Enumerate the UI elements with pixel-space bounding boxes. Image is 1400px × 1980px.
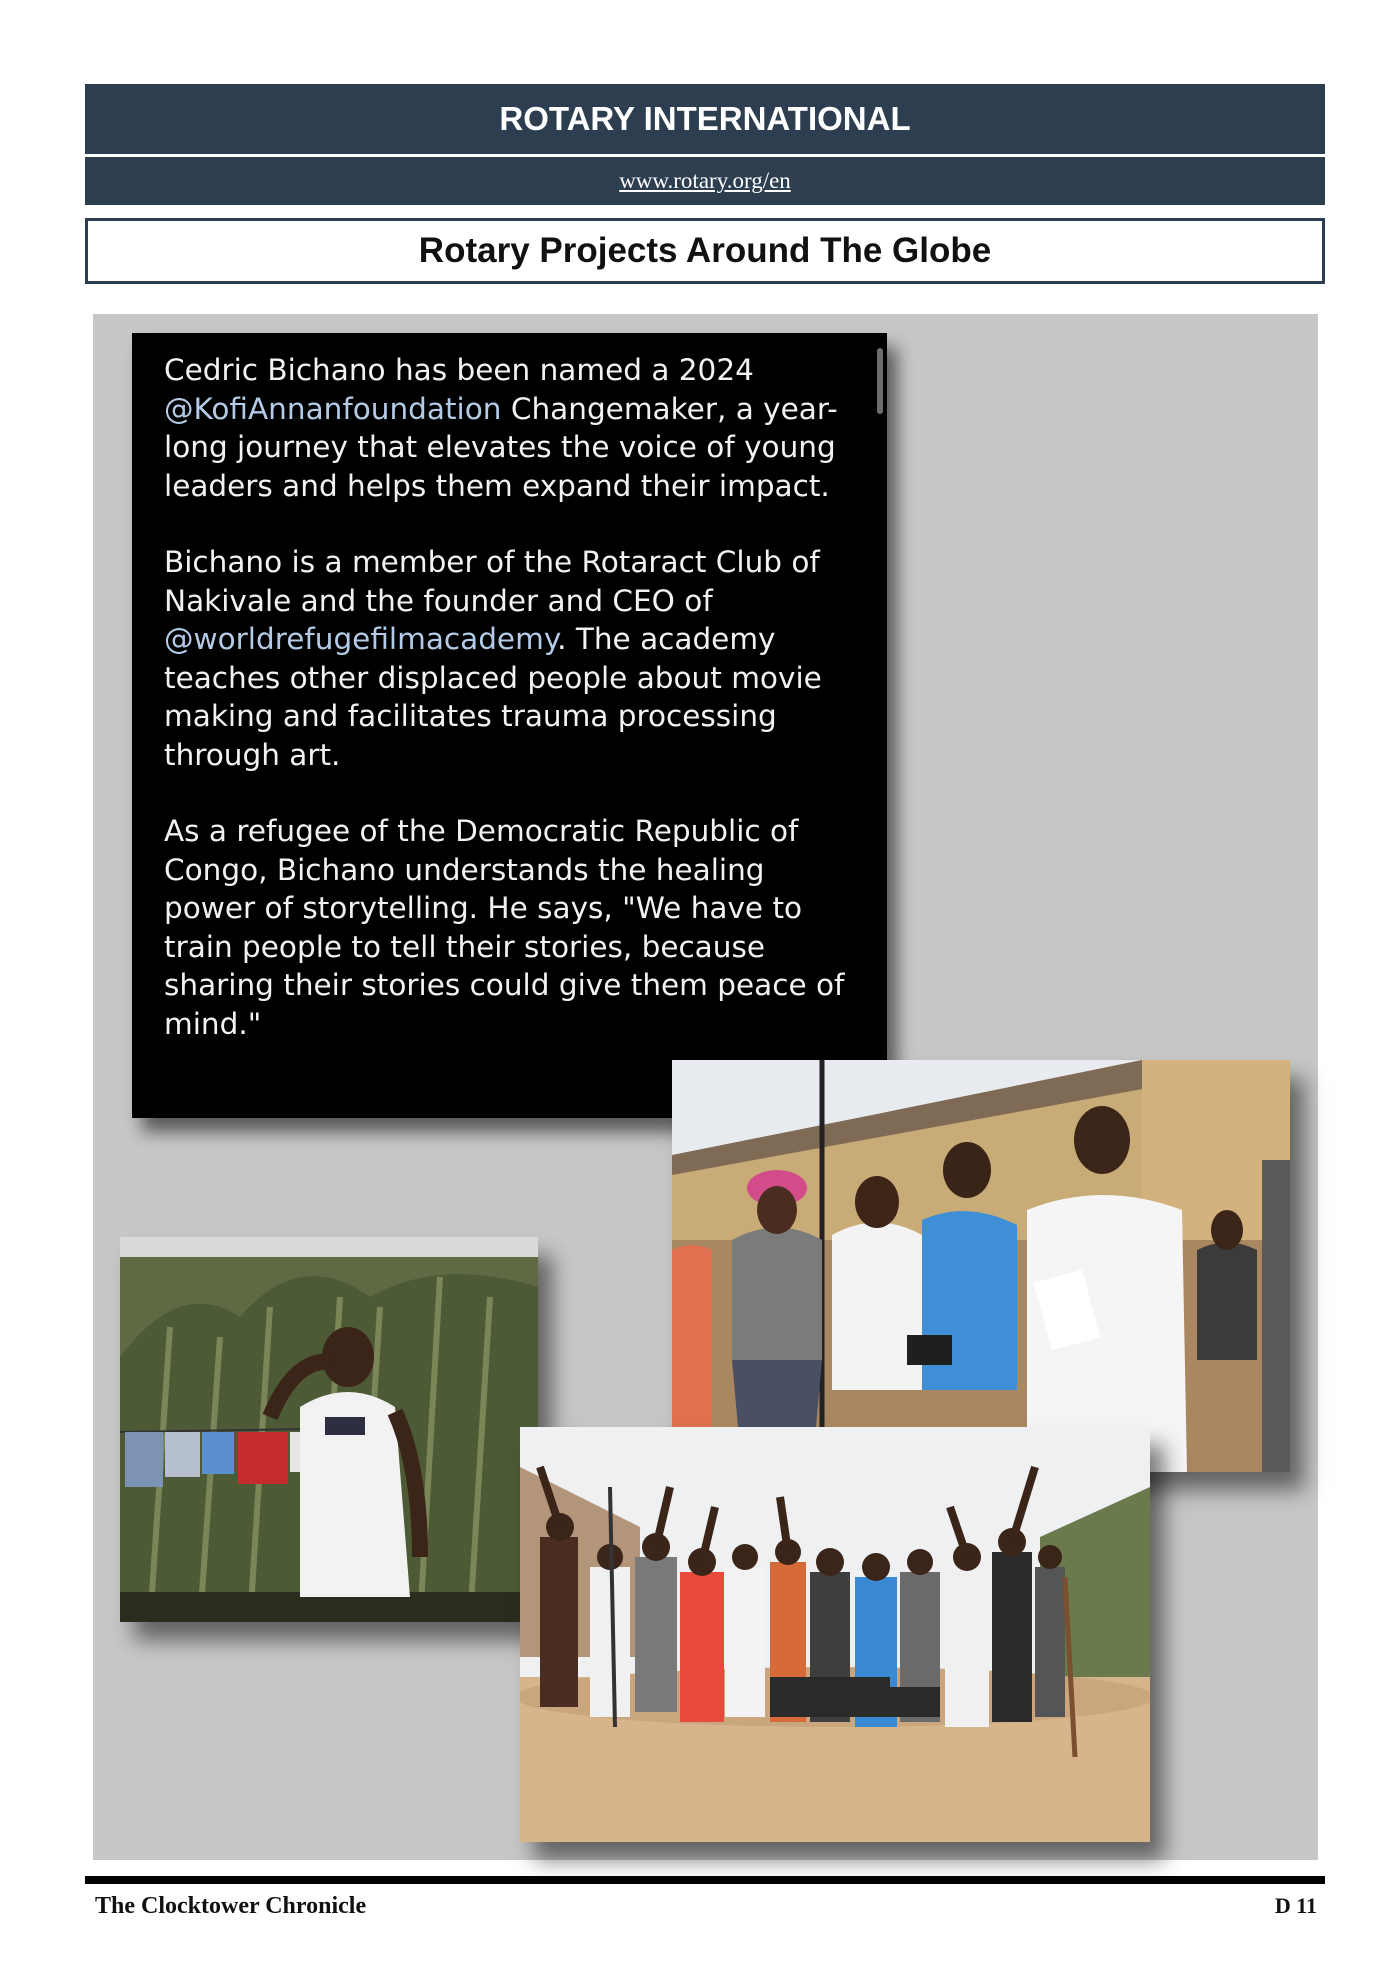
masthead-title: ROTARY INTERNATIONAL — [85, 84, 1325, 154]
photo-cedric-portrait — [120, 1237, 538, 1622]
section-title: Rotary Projects Around The Globe — [85, 218, 1325, 284]
post-scrollbar — [877, 348, 883, 414]
masthead-url-bar — [85, 157, 1325, 205]
kofi-annan-handle: @KofiAnnanfoundation — [164, 391, 502, 426]
publication-name: The Clocktower Chronicle — [95, 1893, 367, 1919]
post-paragraph-1: Cedric Bichano has been named a 2024 @KofiAnnanfoundation Changemaker, a year-long journey that elevates the voice of young leaders and helps them expand their impact. — [164, 353, 838, 503]
post-paragraph-2: Bichano is a member of the Rotaract Club of Nakivale and the founder and CEO of @worldrefugefilmacademy. The academy teaches other displaced people about movie making and facilitates trauma processing through art. — [164, 545, 822, 772]
footer-rule — [85, 1876, 1325, 1884]
page-number: D 11 — [1274, 1893, 1317, 1918]
post-paragraph-3: As a refugee of the Democratic Republic of Congo, Bichano understands the healing power of storytelling. He says, "We have to train people to tell their stories, because sharing their stories could give them peace of mind." — [164, 814, 845, 1041]
photo-film-crew — [672, 1060, 1290, 1472]
refuge-academy-handle: @worldrefugefilmacademy — [164, 622, 558, 656]
rotary-website-link[interactable]: www.rotary.org/en — [619, 168, 791, 193]
photo-group-celebration — [520, 1427, 1150, 1842]
social-post-screenshot — [132, 333, 887, 1118]
